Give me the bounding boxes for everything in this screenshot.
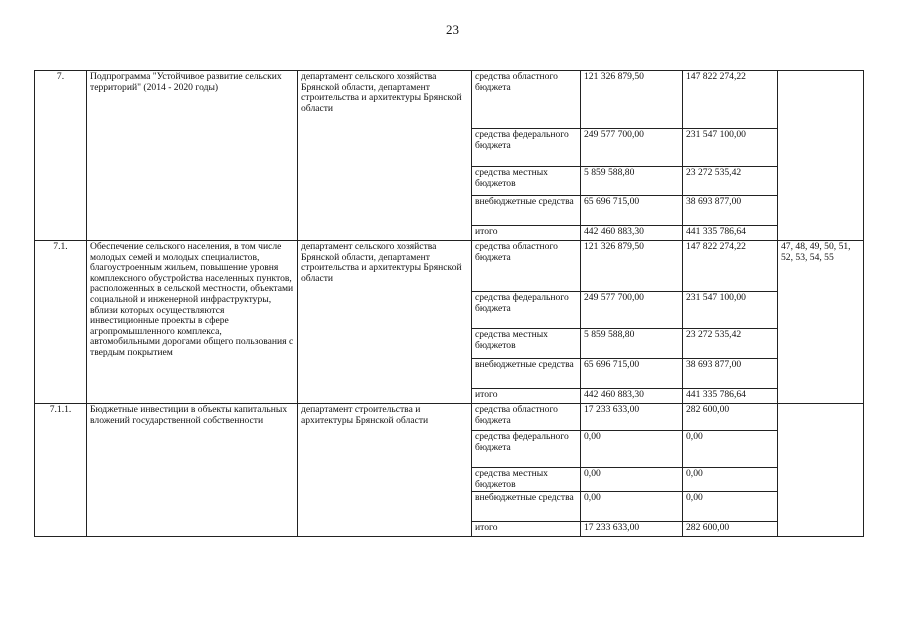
- amount-cell: 23 272 535,42: [683, 167, 778, 196]
- amount-cell: 38 693 877,00: [683, 196, 778, 226]
- item-description: Подпрограмма "Устойчивое развитие сельских территорий" (2014 - 2020 годы): [87, 71, 298, 241]
- item-executor: департамент сельского хозяйства Брянской области, департамент строительства и архитектуры Брянской области: [298, 241, 472, 404]
- amount-cell: 442 460 883,30: [581, 226, 683, 241]
- funding-source: средства местных бюджетов: [472, 329, 581, 359]
- funding-source: внебюджетные средства: [472, 359, 581, 389]
- amount-cell: 231 547 100,00: [683, 129, 778, 167]
- amount-cell: 5 859 588,80: [581, 167, 683, 196]
- amount-cell: 231 547 100,00: [683, 292, 778, 329]
- amount-cell: 249 577 700,00: [581, 129, 683, 167]
- indicators-cell: 47, 48, 49, 50, 51, 52, 53, 54, 55: [778, 241, 864, 404]
- amount-cell: 65 696 715,00: [581, 359, 683, 389]
- amount-cell: 0,00: [683, 492, 778, 522]
- table-row: [35, 71, 864, 129]
- funding-source: средства местных бюджетов: [472, 167, 581, 196]
- table-row: [35, 404, 864, 431]
- funding-source: средства областного бюджета: [472, 71, 581, 129]
- indicators-cell: [778, 71, 864, 241]
- funding-source: итого: [472, 226, 581, 241]
- funding-source: внебюджетные средства: [472, 492, 581, 522]
- amount-cell: 147 822 274,22: [683, 71, 778, 129]
- item-description: Бюджетные инвестиции в объекты капитальных вложений государственной собственности: [87, 404, 298, 537]
- amount-cell: 17 233 633,00: [581, 404, 683, 431]
- amount-cell: 282 600,00: [683, 522, 778, 537]
- amount-cell: 5 859 588,80: [581, 329, 683, 359]
- amount-cell: 0,00: [581, 492, 683, 522]
- amount-cell: 0,00: [683, 431, 778, 468]
- indicators-cell: [778, 404, 864, 537]
- item-executor: департамент строительства и архитектуры Брянской области: [298, 404, 472, 537]
- amount-cell: 17 233 633,00: [581, 522, 683, 537]
- amount-cell: 65 696 715,00: [581, 196, 683, 226]
- amount-cell: 442 460 883,30: [581, 389, 683, 404]
- amount-cell: 441 335 786,64: [683, 389, 778, 404]
- amount-cell: 0,00: [581, 468, 683, 492]
- funding-source: внебюджетные средства: [472, 196, 581, 226]
- item-description: Обеспечение сельского населения, в том числе молодых семей и молодых специалистов, благоустроенным жильем, повышение уровня комплексного обустройства населенных пунктов, расположенных в сельской местности, объектами социальной и инженерной инфраструктуры, вблизи которых осуществляются инвестиционные проекты в сфере агропромышленного комплекса, автомобильными дорогами общего пользования с твердым покрытием: [87, 241, 298, 404]
- funding-source: средства федерального бюджета: [472, 431, 581, 468]
- page-number: 23: [446, 22, 459, 37]
- funding-source: средства федерального бюджета: [472, 129, 581, 167]
- amount-cell: 0,00: [683, 468, 778, 492]
- amount-cell: 0,00: [581, 431, 683, 468]
- amount-cell: 38 693 877,00: [683, 359, 778, 389]
- amount-cell: 121 326 879,50: [581, 71, 683, 129]
- item-executor: департамент сельского хозяйства Брянской области, департамент строительства и архитектуры Брянской области: [298, 71, 472, 241]
- item-number: 7.1.1.: [35, 404, 87, 537]
- funding-source: итого: [472, 522, 581, 537]
- amount-cell: 121 326 879,50: [581, 241, 683, 292]
- funding-source: итого: [472, 389, 581, 404]
- funding-source: средства областного бюджета: [472, 241, 581, 292]
- amount-cell: 249 577 700,00: [581, 292, 683, 329]
- amount-cell: 282 600,00: [683, 404, 778, 431]
- budget-table: [34, 70, 864, 537]
- item-number: 7.: [35, 71, 87, 241]
- funding-source: средства областного бюджета: [472, 404, 581, 431]
- funding-source: средства федерального бюджета: [472, 292, 581, 329]
- amount-cell: 147 822 274,22: [683, 241, 778, 292]
- item-number: 7.1.: [35, 241, 87, 404]
- amount-cell: 23 272 535,42: [683, 329, 778, 359]
- amount-cell: 441 335 786,64: [683, 226, 778, 241]
- funding-source: средства местных бюджетов: [472, 468, 581, 492]
- table-row: [35, 241, 864, 292]
